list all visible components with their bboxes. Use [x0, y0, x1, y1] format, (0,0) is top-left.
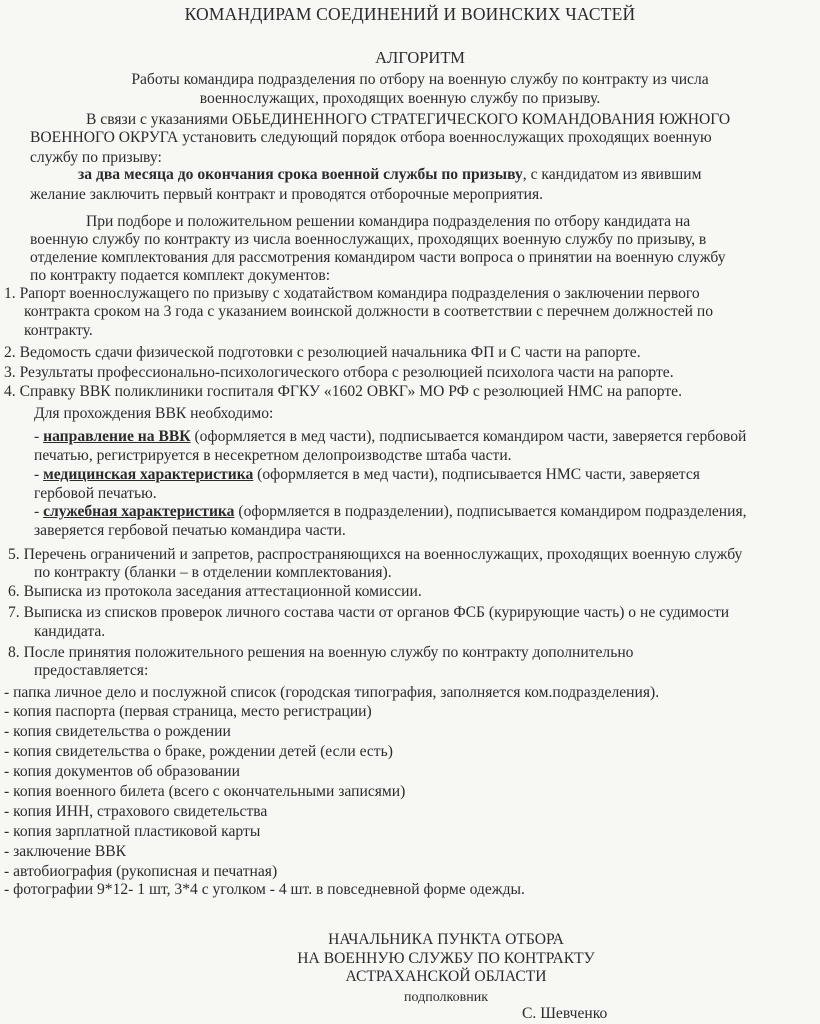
extra-item: - автобиография (рукописная и печатная): [4, 863, 278, 880]
item-8-line-1: 8. После принятия положительного решения на военную службу по контракту дополнительно: [8, 644, 634, 661]
signer-rank: подполковник: [404, 990, 488, 1005]
para2-line-3: отделение комплектования для рассмотрения командиром части вопроса о принятии на военную службу: [30, 249, 726, 266]
vvk-item-1-line-1: [34, 427, 746, 446]
document-header: КОМАНДИРАМ СОЕДИНЕНИЙ И ВОИНСКИХ ЧАСТЕЙ: [184, 4, 636, 24]
dash: -: [34, 428, 44, 445]
para2-line-4: по контракту подается комплект документов:: [30, 267, 331, 284]
document-title: АЛГОРИТМ: [375, 48, 465, 67]
vvk-item-3-rest: (оформляется в подразделении), подписывается командиром подразделения,: [234, 503, 747, 520]
signature-title-line-3: АСТРАХАНСКОЙ ОБЛАСТИ: [345, 968, 547, 985]
vvk-intro: Для прохождения ВВК необходимо:: [34, 405, 274, 422]
item-5-line-2: по контракту (бланки – в отделении комплектования).: [34, 564, 392, 581]
item-5-line-1: 5. Перечень ограничений и запретов, распространяющихся на военнослужащих, проходящих военную службу: [8, 546, 743, 563]
item-7-line-2: кандидата.: [34, 623, 106, 640]
vvk-item-1-line-2: печатью, регистрируется в несекретном делопроизводстве штаба части.: [34, 447, 512, 464]
deadline-line-1: [78, 165, 701, 184]
signature-title-line-1: НАЧАЛЬНИКА ПУНКТА ОТБОРА: [328, 931, 564, 948]
vvk-item-3-line-1: [34, 502, 747, 521]
extra-item: - заключение ВВК: [4, 843, 127, 860]
extra-item: - копия документов об образовании: [4, 763, 240, 780]
item-1-line-3: контракту.: [24, 322, 93, 339]
extra-item: - фотографии 9*12- 1 шт, 3*4 с уголком - 4 шт. в повседневной форме одежды.: [4, 881, 525, 898]
signer-name: С. Шевченко: [522, 1005, 608, 1022]
intro-line-2: ВОЕННОГО ОКРУГА установить следующий порядок отбора военнослужащих проходящих военную: [30, 129, 712, 146]
vvk-item-2-rest: (оформляется в мед части), подписывается НМС части, заверяется: [253, 466, 700, 483]
extra-item: - копия зарплатной пластиковой карты: [4, 823, 261, 840]
dash: -: [34, 466, 44, 483]
item-8-line-2: предоставляется:: [34, 662, 149, 679]
intro-line-1: В связи с указаниями ОБЬЕДИНЕННОГО СТРАТЕГИЧЕСКОГО КОМАНДОВАНИЯ ЮЖНОГО: [86, 111, 731, 128]
extra-item: - папка личное дело и послужной список (городская типография, заполняется ком.подразделения).: [4, 684, 660, 701]
extra-item: - копия паспорта (первая страница, место регистрации): [4, 703, 372, 720]
item-1-line-2: контракта сроком на 3 года с указанием воинской должности в соответствии с перечнем должностей по: [24, 303, 714, 320]
subtitle-line-1: Работы командира подразделения по отбору на военную службу по контракту из числа: [131, 71, 709, 88]
vvk-item-1-bold: направление на ВВК: [43, 428, 191, 445]
vvk-item-2-bold: медицинская характеристика: [43, 466, 254, 483]
item-4: 4. Справку ВВК поликлиники госпиталя ФГКУ «1602 ОВКГ» МО РФ с резолюцией НМС на рапорте.: [4, 383, 682, 400]
extra-item: - копия свидетельства о рождении: [4, 723, 231, 740]
signature-title-line-2: НА ВОЕННУЮ СЛУЖБУ ПО КОНТРАКТУ: [297, 950, 595, 967]
intro-line-3: службу по призыву:: [30, 149, 162, 166]
deadline-bold-text: за два месяца до окончания срока военной службы по призыву: [78, 166, 523, 183]
item-3: 3. Результаты профессионально-психологического отбора с резолюцией психолога части на рапорте.: [4, 364, 674, 381]
vvk-item-3-bold: служебная характеристика: [43, 503, 235, 520]
item-7-line-1: 7. Выписка из списков проверок личного состава части от органов ФСБ (курирующие часть) о не судимости: [8, 604, 730, 621]
deadline-rest-text: , с кандидатом из явившим: [522, 166, 702, 183]
deadline-line-2: желание заключить первый контракт и проводятся отборочные мероприятия.: [30, 186, 544, 203]
subtitle-line-2: военнослужащих, проходящих военную службу по призыву.: [199, 90, 601, 107]
dash: -: [34, 503, 44, 520]
para2-line-1: При подборе и положительном решении командира подразделения по отбору кандидата на: [86, 213, 691, 230]
vvk-item-2-line-1: [34, 465, 700, 484]
vvk-item-1-rest: (оформляется в мед части), подписывается командиром части, заверяется гербовой: [190, 428, 747, 445]
item-2: 2. Ведомость сдачи физической подготовки с резолюцией начальника ФП и С части на рапорте.: [4, 344, 641, 361]
vvk-item-2-line-2: гербовой печатью.: [34, 485, 157, 502]
item-6: 6. Выписка из протокола заседания аттестационной комиссии.: [8, 583, 422, 600]
extra-item: - копия ИНН, страхового свидетельства: [4, 803, 268, 820]
para2-line-2: военную службу по контракту из числа военнослужащих, проходящих военную службу по призыву, в: [30, 231, 707, 248]
extra-item: - копия военного билета (всего с окончательными записями): [4, 783, 406, 800]
vvk-item-3-line-2: заверяется гербовой печатью командира части.: [34, 522, 346, 539]
item-1-line-1: 1. Рапорт военнослужащего по призыву с ходатайством командира подразделения о заключении первого: [4, 285, 700, 302]
extra-item: - копия свидетельства о браке, рождении детей (если есть): [4, 743, 393, 760]
